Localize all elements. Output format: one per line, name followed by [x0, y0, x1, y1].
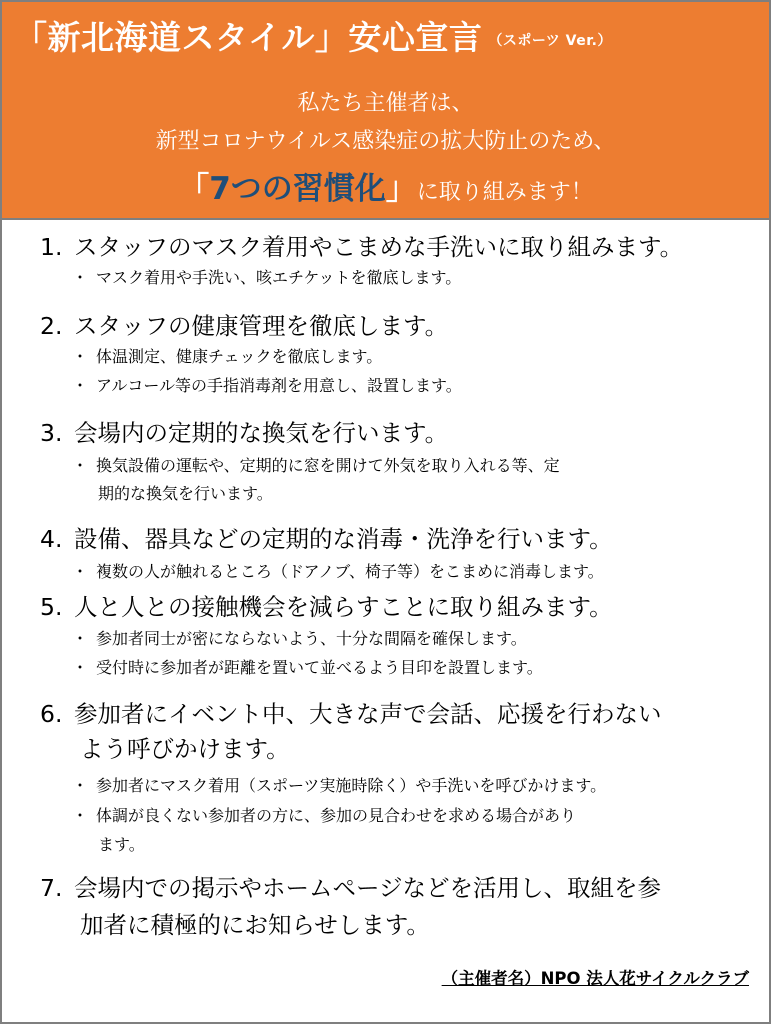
bullet-text: 参加者同士が密にならないよう、十分な間隔を確保します。: [96, 629, 527, 648]
poster-title-suffix: （スポーツ Ver.）: [488, 33, 612, 49]
item-number: 1.: [40, 233, 63, 261]
habit-open-bracket: 「: [178, 171, 210, 207]
item-heading-text: 会場内の定期的な換気を行います。: [74, 419, 449, 447]
bullet-mark: ・: [72, 376, 89, 395]
bullet-mark: ・: [72, 562, 89, 581]
habit-close-bracket: 」: [385, 171, 417, 207]
bullet-text: 体調が良くない参加者の方に、参加の見合わせを求める場合があり: [96, 806, 577, 825]
organizer-name: （主催者名）NPO 法人花サイクルクラブ: [441, 969, 749, 988]
bullet-item: [72, 453, 560, 479]
bullet-text: 受付時に参加者が距離を置いて並べるよう目印を設置します。: [96, 658, 543, 677]
item-heading-text: 参加者にイベント中、大きな声で会話、応援を行わない: [74, 700, 662, 728]
poster-title: [14, 16, 764, 63]
item-heading: [40, 522, 613, 557]
bullet-text: 参加者にマスク着用（スポーツ実施時除く）や手洗いを呼びかけます。: [96, 776, 607, 795]
poster-title-text: 「新北海道スタイル」安心宣言: [14, 18, 483, 57]
item-heading: [40, 416, 448, 451]
bullet-item: [72, 265, 461, 291]
item-number: 3.: [40, 419, 63, 447]
item-heading-text: スタッフの健康管理を徹底します。: [74, 312, 449, 340]
bullet-mark: ・: [72, 268, 89, 287]
habit-highlight: 7つの習慣化: [209, 171, 386, 207]
bullet-text: 換気設備の運転や、定期的に窓を開けて外気を取り入れる等、定: [96, 456, 560, 475]
banner-line-2: 新型コロナウイルス感染症の拡大防止のため、: [155, 129, 616, 154]
bullet-text: 複数の人が触れるところ（ドアノブ、椅子等）をこまめに消毒します。: [96, 562, 604, 581]
bullet-item: [72, 559, 604, 585]
bullet-item: [72, 373, 462, 399]
item-heading-continuation: よう呼びかけます。: [80, 735, 290, 763]
item-heading-continuation: 加者に積極的にお知らせします。: [80, 911, 430, 939]
item-heading-text: 設備、器具などの定期的な消毒・洗浄を行います。: [74, 525, 613, 553]
item-heading: [40, 590, 613, 625]
item-number: 4.: [40, 525, 63, 553]
bullet-text: 体温測定、健康チェックを徹底します。: [96, 347, 383, 366]
item-number: 6.: [40, 700, 63, 728]
bullet-item: [72, 773, 606, 799]
item-heading-text: 人と人との接触機会を減らすことに取り組みます。: [74, 593, 613, 621]
item-heading: [40, 697, 662, 732]
header-banner: [2, 2, 769, 220]
bullet-item: [72, 803, 576, 829]
bullet-text: マスク着用や手洗い、咳エチケットを徹底します。: [96, 268, 462, 287]
bullet-mark: ・: [72, 658, 89, 677]
item-number: 7.: [40, 874, 63, 902]
item-heading-text: 会場内での掲示やホームページなどを活用し、取組を参: [74, 874, 662, 902]
banner-line-3-rest: に取り組みます！: [416, 180, 593, 205]
bullet-item: [72, 655, 543, 681]
bullet-item-continuation: ます。: [98, 835, 145, 854]
banner-line-1: 私たち主催者は、: [297, 91, 474, 116]
bullet-item-continuation: 期的な換気を行います。: [98, 484, 273, 503]
bullet-item: [72, 344, 382, 370]
bullet-mark: ・: [72, 347, 89, 366]
item-heading: [40, 230, 683, 265]
banner-line-3: [2, 164, 769, 218]
item-number: 5.: [40, 593, 63, 621]
item-heading: [40, 871, 661, 906]
bullet-mark: ・: [72, 629, 89, 648]
item-heading: [40, 309, 448, 344]
bullet-item: [72, 626, 527, 652]
item-number: 2.: [40, 312, 63, 340]
bullet-mark: ・: [72, 776, 89, 795]
item-heading-text: スタッフのマスク着用やこまめな手洗いに取り組みます。: [74, 233, 684, 261]
bullet-mark: ・: [72, 456, 89, 475]
bullet-text: アルコール等の手指消毒剤を用意し、設置します。: [96, 376, 462, 395]
bullet-mark: ・: [72, 806, 89, 825]
